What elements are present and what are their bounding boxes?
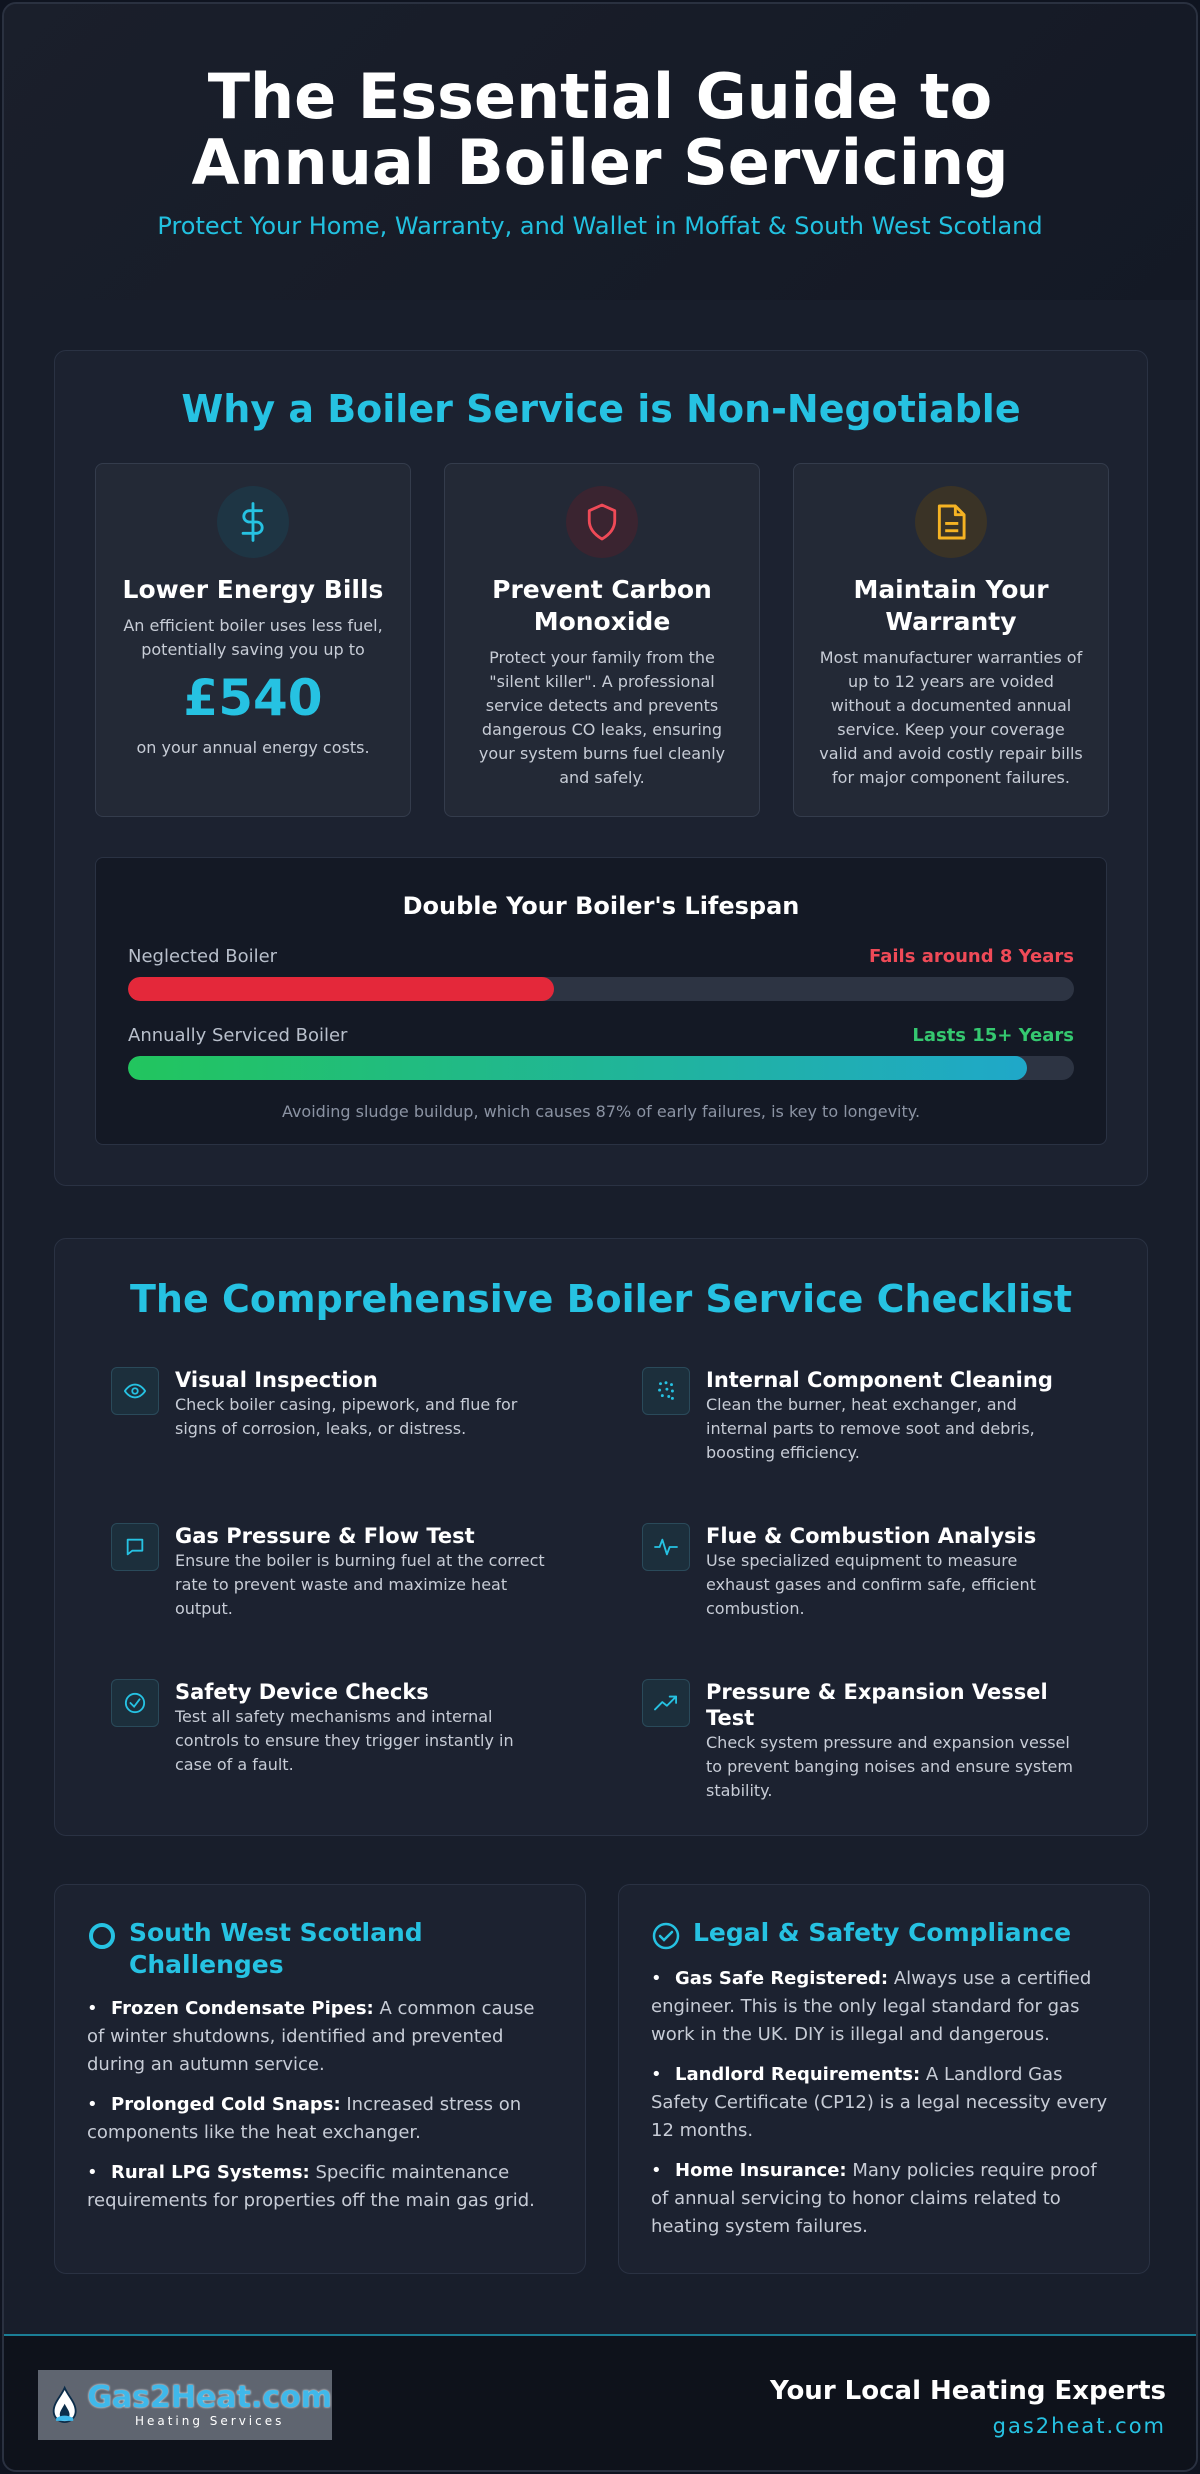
bar-value-label: Fails around 8 Years	[869, 946, 1074, 967]
benefit-title: Prevent Carbon Monoxide	[492, 575, 712, 636]
page-subtitle: Protect Your Home, Warranty, and Wallet in Moffat & South West Scotland	[157, 212, 1043, 240]
checklist-item-title: Pressure & Expansion Vessel Test	[706, 1680, 1048, 1730]
checklist-item-text: Test all safety mechanisms and internal controls to ensure they trigger instantly in case of a fault.	[175, 1707, 514, 1774]
checklist-item-title: Internal Component Cleaning	[706, 1368, 1053, 1392]
benefit-title: Maintain Your Warranty	[853, 575, 1049, 636]
hero-header	[4, 4, 1196, 300]
lifespan-title: Double Your Boiler's Lifespan	[402, 892, 800, 920]
checklist-item-title: Flue & Combustion Analysis	[706, 1524, 1037, 1548]
bar-label: Neglected Boiler	[128, 946, 278, 967]
bar-track	[128, 1056, 1074, 1080]
checklist-item-title: Gas Pressure & Flow Test	[175, 1524, 475, 1548]
benefit-title: Lower Energy Bills	[122, 575, 384, 604]
eye-icon	[111, 1367, 159, 1415]
checklist-item-text: Check boiler casing, pipework, and flue for signs of corrosion, leaks, or distress.	[175, 1395, 518, 1438]
sparkle-icon	[642, 1367, 690, 1415]
infographic	[2, 2, 1198, 2472]
list-item: • Home Insurance: Many policies require proof of annual servicing to honor claims related to heating system failures.	[651, 2160, 1097, 2237]
checklist-item-text: Check system pressure and expansion vessel to prevent banging noises and ensure system stability.	[706, 1733, 1073, 1800]
benefit-text: Most manufacturer warranties of up to 12 years are voided without a documented annual service. Keep your coverage valid and avoid costly repair bills for major component failures.	[819, 648, 1083, 787]
list-item: • Frozen Condensate Pipes: A common cause of winter shutdowns, identified and prevented during an autumn service.	[87, 1998, 535, 2075]
benefit-card-warranty	[793, 463, 1109, 817]
checklist-item-text: Use specialized equipment to measure exhaust gases and confirm safe, efficient combustion.	[706, 1551, 1036, 1618]
benefit-card-energy	[95, 463, 411, 817]
list-item: • Prolonged Cold Snaps: Increased stress on components like the heat exchanger.	[87, 2094, 522, 2143]
document-icon	[915, 486, 987, 558]
checklist-title: The Comprehensive Boiler Service Checklist	[130, 1277, 1072, 1321]
footer-tagline: Your Local Heating Experts	[770, 2376, 1166, 2406]
dollar-icon	[217, 486, 289, 558]
legal-title: Legal & Safety Compliance	[693, 1918, 1072, 1947]
pulse-icon	[642, 1523, 690, 1571]
scotland-challenges-card	[54, 1884, 586, 2274]
checklist-item	[642, 1367, 1082, 1465]
benefit-text: Protect your family from the "silent killer". A professional service detects and prevents dangerous CO leaks, ensuring your system burns fuel cleanly and safely.	[478, 648, 726, 787]
checklist-item	[111, 1367, 551, 1441]
benefit-text: An efficient boiler uses less fuel, potentially saving you up to	[123, 616, 383, 659]
legal-compliance-card	[618, 1884, 1150, 2274]
bar-value-label: Lasts 15+ Years	[912, 1025, 1074, 1046]
why-section-title: Why a Boiler Service is Non-Negotiable	[181, 387, 1021, 431]
shield-icon	[566, 486, 638, 558]
list-item: • Rural LPG Systems: Specific maintenance requirements for properties off the main gas grid.	[87, 2162, 535, 2211]
benefit-card-co	[444, 463, 760, 817]
checklist-item-title: Safety Device Checks	[175, 1680, 429, 1704]
scotland-title: South West Scotland Challenges	[129, 1918, 423, 1979]
lifespan-panel	[95, 857, 1107, 1145]
list-item: • Landlord Requirements: A Landlord Gas Safety Certificate (CP12) is a legal necessity every 12 months.	[651, 2064, 1108, 2141]
savings-amount: £540	[183, 669, 323, 727]
benefit-text-after: on your annual energy costs.	[136, 738, 370, 757]
bar-track	[128, 977, 1074, 1001]
page-title: The Essential Guide to Annual Boiler Servicing	[191, 60, 1009, 199]
trend-up-icon	[642, 1679, 690, 1727]
checklist-item	[111, 1523, 551, 1621]
checklist-item	[642, 1679, 1082, 1803]
logo-brand: Gas2Heat.com	[87, 2380, 332, 2415]
logo-tagline: Heating Services	[134, 2414, 285, 2428]
footer-website-link[interactable]: gas2heat.com	[992, 2414, 1166, 2438]
checklist-item	[642, 1523, 1082, 1621]
list-item: • Gas Safe Registered: Always use a certified engineer. This is the only legal standard for gas work in the UK. DIY is illegal and dangerous.	[651, 1968, 1092, 2045]
checklist-section	[54, 1238, 1148, 1836]
serviced-bar-fill	[128, 1056, 1027, 1080]
footer	[4, 2334, 1198, 2472]
neglected-bar-fill	[128, 977, 554, 1001]
check-circle-icon	[651, 1921, 681, 1951]
checklist-item-text: Clean the burner, heat exchanger, and internal parts to remove soot and debris, boosting efficiency.	[706, 1395, 1035, 1462]
bar-row-serviced	[128, 1025, 1074, 1046]
bar-row-neglected	[128, 946, 1074, 967]
checklist-item	[111, 1679, 551, 1777]
why-section	[54, 350, 1148, 1186]
ring-icon	[87, 1921, 117, 1951]
check-circle-icon	[111, 1679, 159, 1727]
checklist-item-text: Ensure the boiler is burning fuel at the correct rate to prevent waste and maximize heat output.	[175, 1551, 545, 1618]
lifespan-note: Avoiding sludge buildup, which causes 87% of early failures, is key to longevity.	[281, 1102, 921, 1121]
message-icon	[111, 1523, 159, 1571]
checklist-item-title: Visual Inspection	[175, 1368, 378, 1392]
flame-drop-icon	[50, 2373, 79, 2437]
bar-label: Annually Serviced Boiler	[128, 1025, 348, 1046]
company-logo[interactable]	[38, 2370, 332, 2440]
